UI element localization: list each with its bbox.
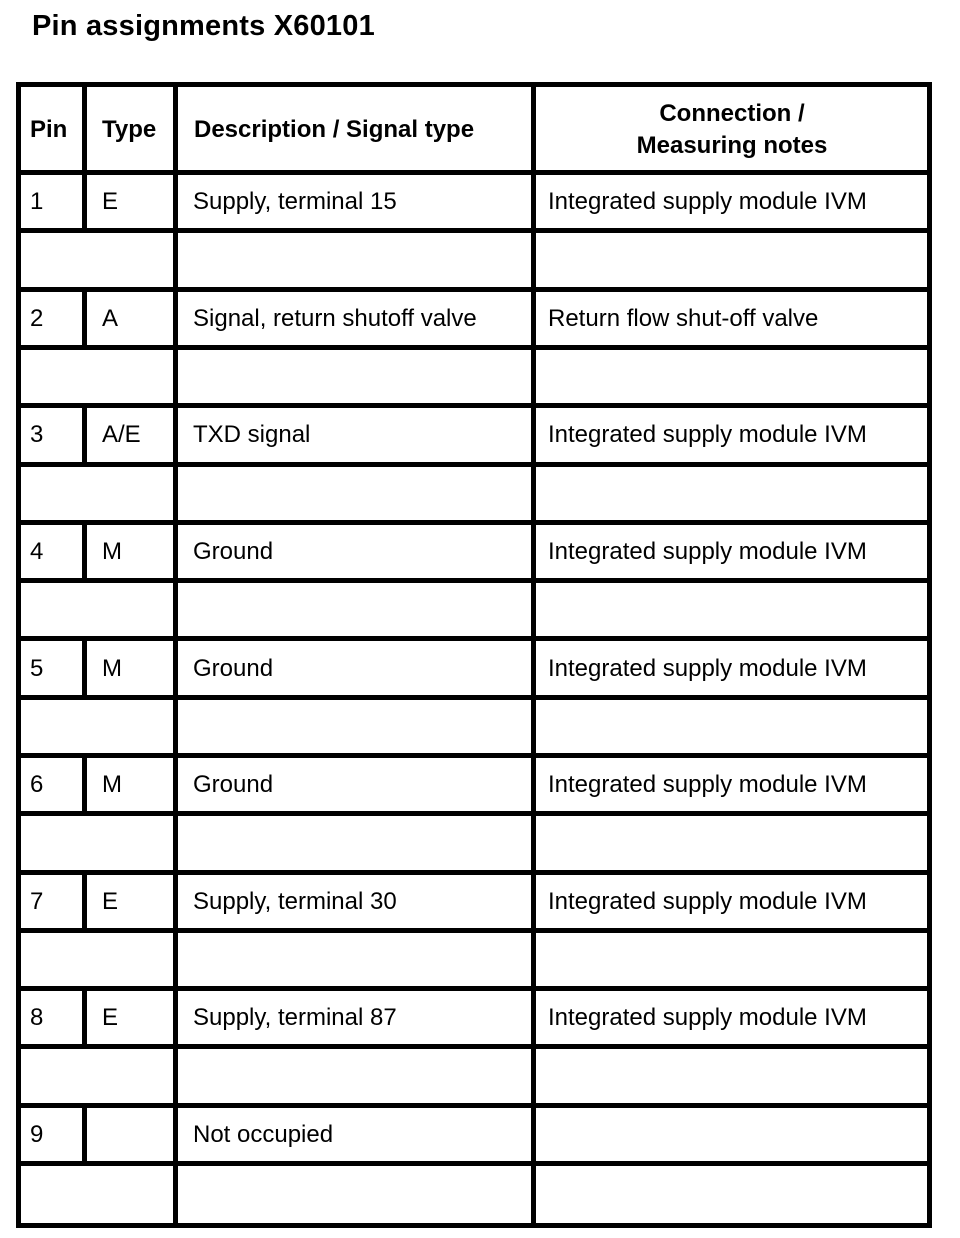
table-grid-line: [16, 82, 21, 173]
table-grid-line: [82, 1105, 87, 1165]
table-grid-line: [531, 230, 536, 290]
table-grid-line: [16, 1223, 932, 1228]
table-grid-line: [16, 228, 932, 233]
table-grid-line: [927, 580, 932, 640]
pin-cell: 3: [30, 421, 44, 449]
table-grid-line: [16, 347, 21, 407]
description-cell: TXD signal: [193, 421, 311, 449]
connection-cell: Integrated supply module IVM: [548, 654, 867, 682]
type-cell: M: [102, 771, 122, 799]
table-grid-line: [16, 813, 21, 873]
table-grid-line: [82, 405, 87, 465]
table-grid-line: [16, 697, 21, 757]
table-grid-line: [16, 638, 21, 698]
table-grid-line: [173, 1105, 178, 1165]
type-cell: E: [102, 188, 119, 216]
table-grid-line: [82, 82, 87, 173]
description-cell: Ground: [193, 537, 274, 565]
table-grid-line: [531, 988, 536, 1048]
table-grid-line: [82, 755, 87, 815]
table-grid-line: [16, 1046, 21, 1106]
table-grid-line: [173, 697, 178, 757]
table-grid-line: [927, 638, 932, 698]
table-grid-line: [16, 755, 21, 815]
table-grid-line: [173, 230, 178, 290]
type-cell: E: [102, 1004, 119, 1032]
table-grid-line: [531, 813, 536, 873]
table-grid-line: [16, 522, 21, 582]
table-grid-line: [82, 988, 87, 1048]
table-grid-line: [927, 1105, 932, 1165]
table-grid-line: [173, 289, 178, 349]
table-grid-line: [16, 170, 932, 175]
description-cell: Ground: [193, 654, 274, 682]
table-grid-line: [82, 172, 87, 232]
table-grid-line: [16, 289, 21, 349]
table-grid-line: [16, 988, 21, 1048]
table-grid-line: [531, 172, 536, 232]
table-grid-line: [16, 230, 21, 290]
table-grid-line: [16, 345, 932, 350]
description-cell: Supply, terminal 15: [193, 188, 397, 216]
description-cell: Not occupied: [193, 1120, 334, 1148]
table-grid-line: [927, 930, 932, 990]
table-grid-line: [16, 872, 21, 932]
table-grid-line: [16, 1163, 21, 1223]
pin-assignment-table: [16, 82, 932, 1228]
table-grid-line: [16, 928, 932, 933]
table-grid-line: [531, 1163, 536, 1223]
table-grid-line: [82, 872, 87, 932]
header-type: Type: [102, 116, 157, 143]
table-grid-line: [531, 755, 536, 815]
connection-cell: Integrated supply module IVM: [548, 537, 867, 565]
table-grid-line: [531, 522, 536, 582]
table-grid-line: [16, 986, 932, 991]
table-grid-line: [927, 82, 932, 173]
table-grid-line: [927, 872, 932, 932]
table-grid-line: [16, 1105, 21, 1165]
pin-cell: 8: [30, 1004, 44, 1032]
connection-cell: Integrated supply module IVM: [548, 188, 867, 216]
table-grid-line: [16, 462, 932, 467]
table-grid-line: [16, 753, 932, 758]
table-grid-line: [16, 636, 932, 641]
table-grid-line: [927, 230, 932, 290]
connection-cell: Integrated supply module IVM: [548, 1004, 867, 1032]
table-grid-line: [531, 1105, 536, 1165]
description-cell: Supply, terminal 30: [193, 887, 397, 915]
description-cell: Ground: [193, 771, 274, 799]
pin-cell: 9: [30, 1120, 44, 1148]
table-grid-line: [531, 697, 536, 757]
page-title: Pin assignments X60101: [32, 10, 375, 42]
table-grid-line: [16, 464, 21, 524]
table-grid-line: [927, 289, 932, 349]
table-grid-line: [173, 522, 178, 582]
connection-cell: Return flow shut-off valve: [548, 304, 819, 332]
header-description: Description / Signal type: [194, 116, 475, 143]
description-cell: Signal, return shutoff valve: [193, 304, 477, 332]
table-grid-line: [927, 172, 932, 232]
table-grid-line: [82, 289, 87, 349]
pin-cell: 4: [30, 537, 44, 565]
pin-cell: 6: [30, 771, 44, 799]
table-grid-line: [16, 1044, 932, 1049]
table-grid-line: [531, 405, 536, 465]
table-grid-line: [531, 464, 536, 524]
header-connection: [537, 87, 927, 173]
connection-cell: Integrated supply module IVM: [548, 421, 867, 449]
table-grid-line: [16, 695, 932, 700]
table-grid-line: [927, 1046, 932, 1106]
table-grid-line: [531, 289, 536, 349]
pin-cell: 7: [30, 887, 44, 915]
table-grid-line: [927, 813, 932, 873]
table-grid-line: [927, 522, 932, 582]
type-cell: M: [102, 537, 122, 565]
table-grid-line: [173, 872, 178, 932]
table-grid-line: [927, 1163, 932, 1223]
table-grid-line: [927, 405, 932, 465]
table-grid-line: [16, 82, 932, 87]
table-grid-line: [927, 464, 932, 524]
type-cell: [102, 1109, 172, 1161]
pin-cell: 5: [30, 654, 44, 682]
table-grid-line: [173, 930, 178, 990]
table-grid-line: [927, 697, 932, 757]
connection-cell: Integrated supply module IVM: [548, 771, 867, 799]
table-grid-line: [531, 1046, 536, 1106]
connection-cell: [548, 1109, 926, 1161]
table-grid-line: [173, 755, 178, 815]
type-cell: A: [102, 304, 119, 332]
header-connection-line2: Measuring notes: [636, 132, 828, 159]
table-grid-line: [173, 82, 178, 173]
table-grid-line: [16, 930, 21, 990]
table-grid-line: [531, 872, 536, 932]
table-grid-line: [531, 347, 536, 407]
table-grid-line: [82, 638, 87, 698]
table-grid-line: [16, 811, 932, 816]
table-grid-line: [16, 1161, 932, 1166]
table-grid-line: [531, 930, 536, 990]
table-grid-line: [16, 520, 932, 525]
pin-cell: 2: [30, 304, 44, 332]
table-grid-line: [173, 988, 178, 1048]
table-grid-line: [927, 755, 932, 815]
table-grid-line: [16, 403, 932, 408]
description-cell: Supply, terminal 87: [193, 1004, 397, 1032]
table-grid-line: [173, 638, 178, 698]
connection-cell: Integrated supply module IVM: [548, 887, 867, 915]
table-grid-line: [531, 638, 536, 698]
table-grid-line: [16, 405, 21, 465]
table-grid-line: [16, 580, 21, 640]
table-grid-line: [927, 988, 932, 1048]
table-grid-line: [173, 347, 178, 407]
type-cell: A/E: [102, 421, 141, 449]
type-cell: E: [102, 887, 119, 915]
table-grid-line: [16, 287, 932, 292]
table-grid-line: [82, 522, 87, 582]
table-grid-line: [16, 870, 932, 875]
table-grid-line: [173, 405, 178, 465]
table-grid-line: [173, 1046, 178, 1106]
table-grid-line: [173, 813, 178, 873]
type-cell: M: [102, 654, 122, 682]
table-grid-line: [531, 82, 536, 173]
table-grid-line: [173, 172, 178, 232]
header-pin: Pin: [30, 116, 68, 143]
table-grid-line: [173, 1163, 178, 1223]
table-grid-line: [531, 580, 536, 640]
table-grid-line: [16, 578, 932, 583]
table-grid-line: [173, 464, 178, 524]
table-grid-line: [16, 172, 21, 232]
table-grid-line: [173, 580, 178, 640]
pin-cell: 1: [30, 188, 44, 216]
header-connection-line1: Connection /: [659, 100, 805, 127]
table-grid-line: [16, 1103, 932, 1108]
table-grid-line: [927, 347, 932, 407]
